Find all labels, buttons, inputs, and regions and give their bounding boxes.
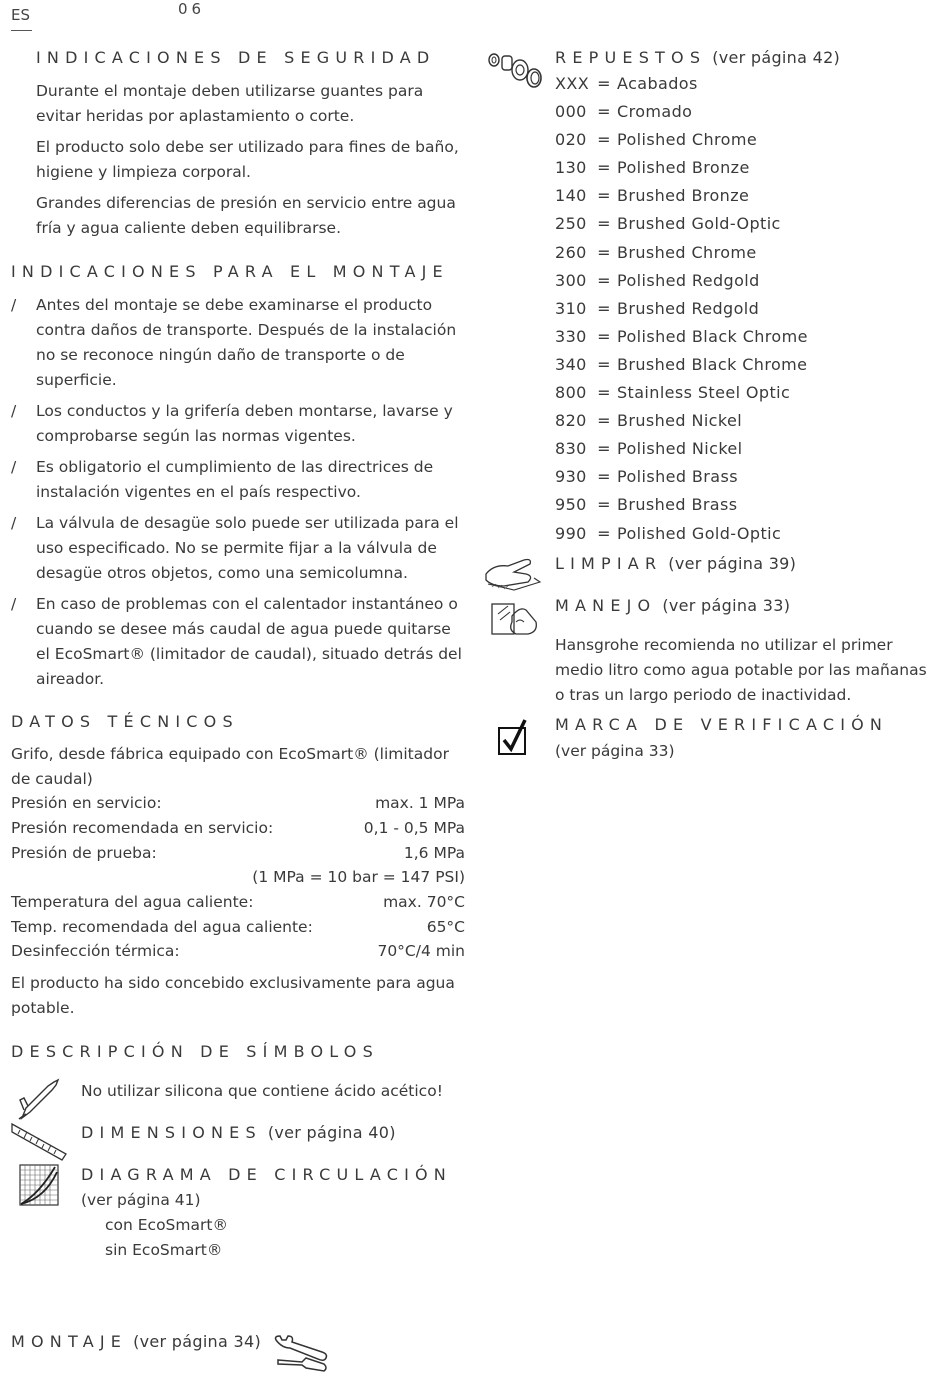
language-underline [11, 30, 32, 31]
flow-with-ecosmart: con EcoSmart® [105, 1216, 228, 1234]
finish-name: Polished Gold-Optic [617, 523, 782, 543]
tech-row [11, 915, 465, 940]
safety-paragraph-3: Grandes diferencias de presión en servicio entre agua fría y agua caliente deben equilibrarse. [36, 194, 456, 237]
bullet-slash: / [11, 296, 17, 314]
bullet-slash: / [11, 595, 17, 613]
flow-diagram-icon [19, 1164, 59, 1206]
verification-page-ref[interactable]: (ver página 33) [555, 742, 675, 760]
operation-page-ref[interactable]: (ver página 33) [662, 596, 791, 615]
finish-code: 800 [555, 383, 587, 403]
equals-sign: = [597, 298, 611, 318]
finish-code: 000 [555, 102, 587, 122]
silicone-warning: No utilizar silicona que contiene ácido acético! [81, 1082, 443, 1100]
finish-name: Polished Brass [617, 467, 738, 487]
safety-paragraph-2: El producto solo debe ser utilizado para fines de baño, higiene y limpieza corporal. [36, 138, 459, 181]
list-item-text: En caso de problemas con el calentador instantáneo o cuando se desee más caudal de agua puede quitarse el EcoSmart® (limitador de caudal), situado detrás del aireador. [36, 595, 462, 688]
equals-sign: = [597, 186, 611, 206]
finish-code: 950 [555, 495, 587, 515]
checkmark-box-icon [497, 718, 529, 758]
cleaning-title: LIMPIAR [555, 554, 663, 573]
equals-sign: = [597, 354, 611, 374]
list-item [555, 210, 808, 238]
installation-list [11, 293, 468, 698]
finish-name: Polished Nickel [617, 439, 743, 459]
bullet-slash: / [11, 402, 17, 420]
flow-diagram-heading: DIAGRAMA DE CIRCULACIÓN [81, 1165, 452, 1184]
symbols-heading: DESCRIPCIÓN DE SÍMBOLOS [11, 1042, 379, 1061]
finish-code: 830 [555, 439, 587, 459]
list-item [555, 182, 808, 210]
operation-hand-icon [490, 596, 540, 638]
list-item [555, 239, 808, 267]
finish-name: Acabados [617, 74, 698, 93]
pressure-conversion-note: (1 MPa = 10 bar = 147 PSI) [252, 868, 465, 886]
tech-value: max. 70°C [383, 893, 465, 911]
dimensions-ruler-icon [10, 1122, 68, 1162]
cleaning-heading [555, 554, 796, 573]
tech-label: Presión recomendada en servicio: [11, 819, 274, 837]
finish-code: 260 [555, 242, 587, 262]
finish-code: 930 [555, 467, 587, 487]
list-item-text: Antes del montaje se debe examinarse el producto contra daños de transporte. Después de la instalación no se reconoce ningún daño de transporte o de superficie. [36, 296, 457, 389]
finish-name: Polished Black Chrome [617, 326, 808, 346]
bullet-slash: / [11, 514, 17, 532]
assembly-page-ref[interactable]: (ver página 34) [133, 1332, 261, 1351]
operation-recommendation: Hansgrohe recomienda no utilizar el primer medio litro como agua potable por las mañanas o tras un largo periodo de inactividad. [555, 636, 927, 704]
list-item [11, 293, 468, 393]
spare-parts-title: REPUESTOS [555, 48, 707, 67]
verification-heading: MARCA DE VERIFICACIÓN [555, 715, 889, 734]
list-item [555, 267, 808, 295]
spare-parts-heading [555, 48, 840, 67]
dimensions-page-ref[interactable]: (ver página 40) [267, 1123, 396, 1142]
equals-sign: = [597, 411, 611, 431]
finish-name: Polished Chrome [617, 130, 758, 150]
finish-name: Brushed Bronze [617, 186, 750, 206]
technical-footer: El producto ha sido concebido exclusivamente para agua potable. [11, 974, 455, 1017]
cleaning-page-ref[interactable]: (ver página 39) [668, 554, 797, 573]
safety-paragraph-1: Durante el montaje deben utilizarse guantes para evitar heridas por aplastamiento o corte. [36, 82, 424, 125]
dimensions-heading [81, 1123, 396, 1142]
tech-row [11, 939, 465, 964]
finish-code: 820 [555, 411, 587, 431]
list-item [555, 407, 808, 435]
technical-intro: Grifo, desde fábrica equipado con EcoSmart® (limitador de caudal) [11, 745, 449, 788]
list-item [555, 154, 808, 182]
list-item [555, 126, 808, 154]
tech-value: max. 1 MPa [375, 794, 465, 812]
flow-without-ecosmart: sin EcoSmart® [105, 1241, 223, 1259]
equals-sign: = [597, 326, 611, 346]
list-item [555, 70, 808, 98]
language-code: ES [11, 6, 30, 24]
equals-sign: = [597, 102, 611, 122]
finish-name: Brushed Brass [617, 495, 738, 515]
list-item [555, 520, 808, 548]
list-item [11, 455, 468, 505]
page-number: 06 [178, 0, 206, 18]
finish-name: Brushed Redgold [617, 298, 760, 318]
list-item [555, 295, 808, 323]
finish-code: 990 [555, 523, 587, 543]
bullet-slash: / [11, 458, 17, 476]
tech-label: Temperatura del agua caliente: [11, 893, 254, 911]
finish-name: Polished Bronze [617, 158, 750, 178]
equals-sign: = [597, 383, 611, 403]
equals-sign: = [597, 523, 611, 543]
tech-row [11, 890, 465, 915]
tech-value: 70°C/4 min [377, 942, 465, 960]
tech-value: 65°C [426, 918, 465, 936]
finish-code: 250 [555, 214, 587, 234]
equals-sign: = [597, 214, 611, 234]
finish-name: Brushed Black Chrome [617, 354, 808, 374]
equals-sign: = [597, 74, 611, 93]
finish-code: 310 [555, 298, 587, 318]
tech-label: Desinfección térmica: [11, 942, 180, 960]
assembly-heading [11, 1332, 261, 1351]
equals-sign: = [597, 439, 611, 459]
list-item [555, 323, 808, 351]
finish-name: Stainless Steel Optic [617, 383, 791, 403]
finish-name: Brushed Chrome [617, 242, 757, 262]
cleaning-hand-icon [484, 554, 542, 594]
finish-name: Cromado [617, 102, 693, 122]
list-item-text: La válvula de desagüe solo puede ser utilizada para el uso especificado. No se permite fijar a la válvula de desagüe otros objetos, como una semicolumna. [36, 514, 459, 582]
dimensions-title: DIMENSIONES [81, 1123, 262, 1142]
finish-code: 300 [555, 270, 587, 290]
finish-codes-list [555, 70, 808, 548]
equals-sign: = [597, 130, 611, 150]
tech-value: 1,6 MPa [403, 844, 465, 862]
technical-data-heading: DATOS TÉCNICOS [11, 712, 239, 731]
finish-name: Polished Redgold [617, 270, 760, 290]
list-item [11, 592, 468, 692]
finish-code: 330 [555, 326, 587, 346]
list-item [11, 511, 468, 586]
list-item [555, 435, 808, 463]
finish-code: 140 [555, 186, 587, 206]
equals-sign: = [597, 495, 611, 515]
flow-diagram-page-ref[interactable]: (ver página 41) [81, 1191, 201, 1209]
assembly-title: MONTAJE [11, 1332, 128, 1351]
list-item [555, 463, 808, 491]
operation-title: MANEJO [555, 596, 657, 615]
list-item [555, 379, 808, 407]
list-item [555, 491, 808, 519]
installation-heading: INDICACIONES PARA EL MONTAJE [11, 262, 449, 281]
tech-label: Presión de prueba: [11, 844, 157, 862]
tech-label: Presión en servicio: [11, 794, 162, 812]
equals-sign: = [597, 158, 611, 178]
equals-sign: = [597, 467, 611, 487]
finish-code: XXX [555, 74, 590, 93]
list-item [11, 399, 468, 449]
tech-label: Temp. recomendada del agua caliente: [11, 918, 313, 936]
spare-parts-page-ref[interactable]: (ver página 42) [712, 48, 841, 67]
list-item [555, 98, 808, 126]
finish-code: 340 [555, 354, 587, 374]
tech-row [11, 816, 465, 841]
finish-code: 020 [555, 130, 587, 150]
list-item [555, 351, 808, 379]
equals-sign: = [597, 270, 611, 290]
safety-heading: INDICACIONES DE SEGURIDAD [36, 48, 436, 67]
spare-parts-icon [486, 50, 544, 90]
list-item-text: Es obligatorio el cumplimiento de las directrices de instalación vigentes en el país respectivo. [36, 458, 434, 501]
tech-row [11, 841, 465, 866]
silicone-gun-icon [14, 1078, 62, 1122]
tools-icon [272, 1334, 330, 1374]
finish-name: Brushed Gold-Optic [617, 214, 781, 234]
list-item-text: Los conductos y la grifería deben montarse, lavarse y comprobarse según las normas vigentes. [36, 402, 453, 445]
equals-sign: = [597, 242, 611, 262]
tech-row [11, 791, 465, 816]
operation-heading [555, 596, 790, 615]
tech-value: 0,1 - 0,5 MPa [363, 819, 465, 837]
finish-code: 130 [555, 158, 587, 178]
finish-name: Brushed Nickel [617, 411, 743, 431]
